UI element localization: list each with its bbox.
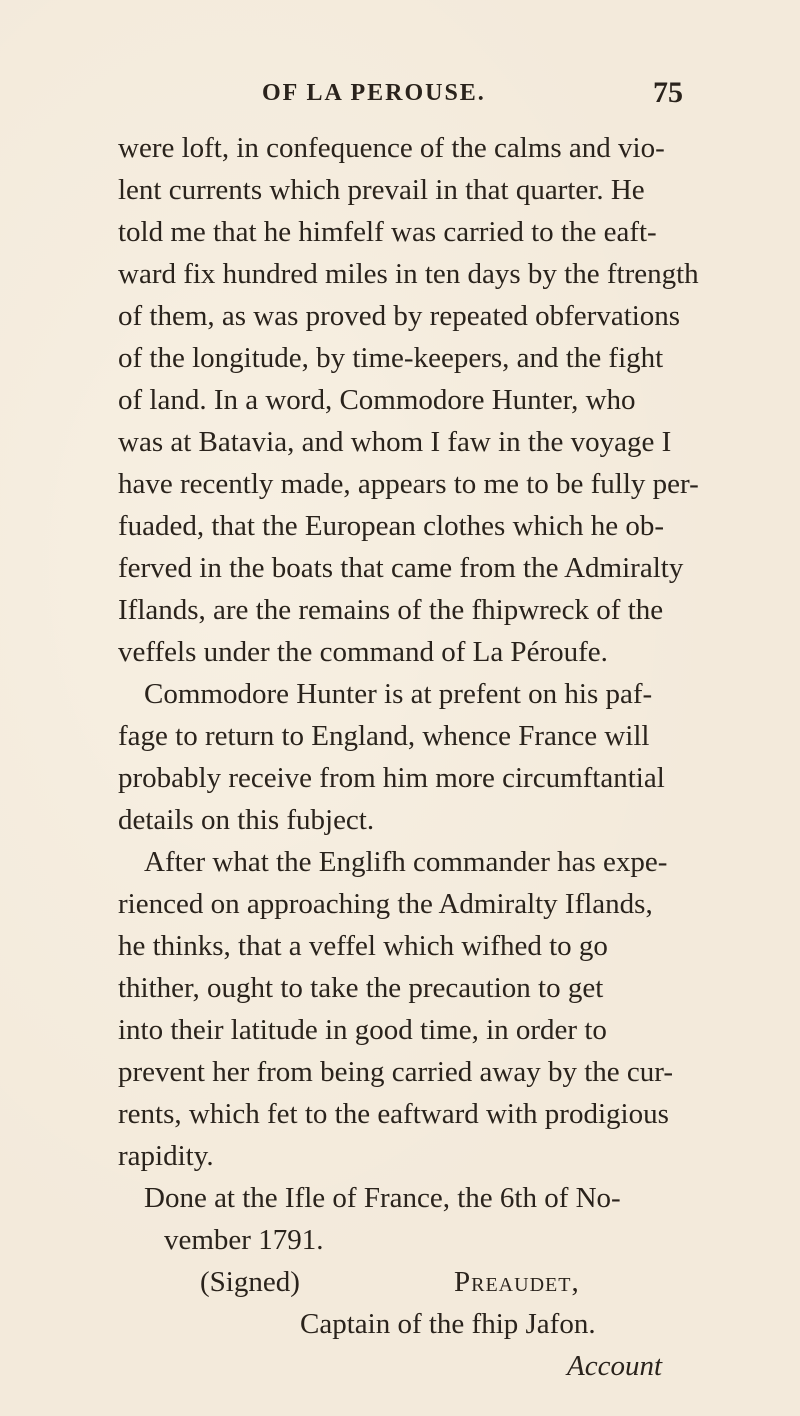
catchword: Account — [567, 1350, 663, 1382]
text-line: rapidity. — [118, 1140, 214, 1172]
text-line: of the longitude, by time-keepers, and the fight — [118, 342, 664, 374]
text-line: vember 1791. — [164, 1224, 324, 1256]
text-line: lent currents which prevail in that quarter. He — [118, 174, 645, 206]
running-head-title: OF LA PEROUSE. — [262, 80, 486, 106]
text-line: Commodore Hunter is at prefent on his paf- — [144, 678, 653, 710]
text-line: was at Batavia, and whom I faw in the voyage I — [118, 426, 672, 458]
text-line: told me that he himfelf was carried to the eaft- — [118, 216, 657, 248]
text-line: ward fix hundred miles in ten days by the ftrength — [118, 258, 699, 290]
text-line: rienced on approaching the Admiralty Iflands, — [118, 888, 653, 920]
text-line: details on this fubject. — [118, 804, 375, 836]
text-line: ferved in the boats that came from the Admiralty — [118, 552, 684, 584]
text-line: were loft, in confequence of the calms and vio- — [118, 132, 665, 164]
signed-label: (Signed) — [200, 1266, 300, 1298]
text-line: Done at the Ifle of France, the 6th of No- — [144, 1182, 621, 1214]
signatory-name: Preaudet, — [454, 1266, 580, 1298]
text-line: probably receive from him more circumftantial — [118, 762, 665, 794]
text-line: veffels under the command of La Péroufe. — [118, 636, 608, 668]
text-line: fage to return to England, whence France will — [118, 720, 650, 752]
text-line: prevent her from being carried away by the cur- — [118, 1056, 673, 1088]
text-line: into their latitude in good time, in order to — [118, 1014, 607, 1046]
text-line: rents, which fet to the eaftward with prodigious — [118, 1098, 669, 1130]
page-number: 75 — [653, 76, 683, 109]
text-line: have recently made, appears to me to be fully per- — [118, 468, 699, 500]
text-line: of them, as was proved by repeated obfervations — [118, 300, 681, 332]
text-line: he thinks, that a veffel which wifhed to go — [118, 930, 608, 962]
running-head — [0, 76, 800, 120]
text-line: thither, ought to take the precaution to get — [118, 972, 604, 1004]
text-line: After what the Englifh commander has expe- — [144, 846, 668, 878]
text-line: fuaded, that the European clothes which he ob- — [118, 510, 664, 542]
signatory-title: Captain of the fhip Jafon. — [300, 1308, 596, 1340]
text-line: of land. In a word, Commodore Hunter, who — [118, 384, 636, 416]
text-line: Iflands, are the remains of the fhipwreck of the — [118, 594, 664, 626]
